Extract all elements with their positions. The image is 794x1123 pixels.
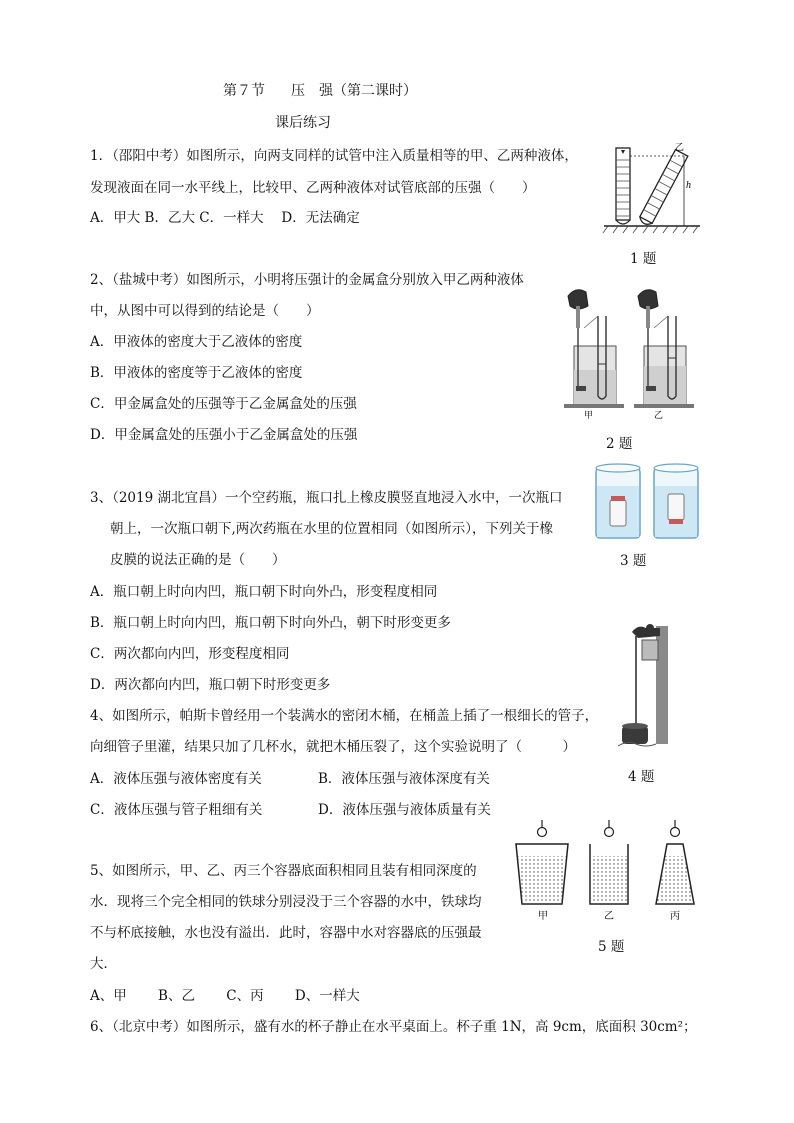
q5-stem-line1: 5、如图所示，甲、乙、丙三个容器底面积相同且装有相同深度的 [90,863,477,879]
q2-fig-yi-label: 乙 [654,410,664,420]
q2-stem-line1: 2、（盐城中考）如图所示，小明将压强计的金属盒分别放入甲乙两种液体 [90,272,524,288]
q5-options: A、甲 B、乙 C、丙 D、一样大 [90,988,360,1004]
q2-figure [562,286,702,426]
q4-stem-line1: 4、如图所示，帕斯卡曾经用一个装满水的密闭木桶，在桶盖上插了一根细长的管子， [90,708,599,724]
q3-option-b: B．瓶口朝上时向内凹，瓶口朝下时向外凸，朝下时形变更多 [90,615,451,631]
q3-stem-line3: 皮膜的说法正确的是（ ） [110,552,286,568]
q6-stem-line1: 6、（北京中考）如图所示，盛有水的杯子静止在水平桌面上。杯子重 1N，高 9cm，底面积 30cm²； [90,1019,697,1035]
q2-fig-caption: 2 题 [606,436,633,452]
q1-fig-h-label: h [686,180,691,191]
q1-stem-line1: 1．（邵阳中考）如图所示，向两支同样的试管中注入质量相等的甲、乙两种液体， [90,148,578,164]
q2-fig-jia-label: 甲 [584,410,594,420]
section-topic: 压 强（第二课时） [291,83,417,99]
q1-stem-line2: 发现液面在同一水平线上，比较甲、乙两种液体对试管底部的压强（ ） [90,180,536,196]
q2-option-b: B．甲液体的密度等于乙液体的密度 [90,365,303,381]
q4-option-c: C．液体压强与管子粗细有关 [90,802,263,818]
q5-stem-line3: 不与杯底接触，水也没有溢出．此时，容器中水对容器底的压强最 [90,925,482,941]
q3-option-c: C．两次都向内凹，形变程度相同 [90,646,290,662]
q5-fig-label-yi: 乙 [604,911,614,922]
q3-stem-line1: 3、（2019 湖北宜昌）一个空药瓶，瓶口扎上橡皮膜竖直地浸入水中，一次瓶口 [90,490,563,506]
q1-figure [602,140,702,240]
q3-option-a: A．瓶口朝上时向内凹，瓶口朝下时向外凸，形变程度相同 [90,584,438,600]
q5-fig-label-jia: 甲 [538,911,548,922]
q2-option-d: D．甲金属盒处的压强小于乙金属盒处的压强 [90,427,358,443]
q4-option-d: D．液体压强与液体质量有关 [318,802,491,818]
page-title [223,83,443,99]
q3-figure [592,462,704,544]
q4-option-b: B．液体压强与液体深度有关 [318,771,490,787]
q1-fig-caption: 1 题 [630,251,657,267]
q3-option-d: D．两次都向内凹，瓶口朝下时形变更多 [90,677,331,693]
q2-option-c: C．甲金属盒处的压强等于乙金属盒处的压强 [90,396,357,412]
q5-stem-line4: 大． [90,956,117,972]
q5-stem-line2: 水．现将三个完全相同的铁球分别浸没于三个容器的水中，铁球均 [90,894,482,910]
q5-fig-label-bing: 丙 [670,911,680,922]
q4-figure [612,622,674,750]
q1-fig-yi-label: 乙 [675,142,685,152]
q5-fig-caption: 5 题 [598,939,625,955]
section-number: 第７节 [223,83,265,99]
q3-stem-line2: 朝上，一次瓶口朝下,两次药瓶在水里的位置相同（如图所示），下列关于橡 [110,521,554,537]
q5-figure [512,818,702,923]
q2-option-a: A．甲液体的密度大于乙液体的密度 [90,334,303,350]
q3-fig-caption: 3 题 [620,553,647,569]
q4-stem-line2: 向细管子里灌，结果只加了几杯水，就把木桶压裂了，这个实验说明了（ ） [90,739,576,755]
q4-fig-caption: 4 题 [628,769,655,785]
q4-option-a: A．液体压强与液体密度有关 [90,771,262,787]
q1-options: A．甲大 B．乙大 C．一样大 D．无法确定 [90,210,360,226]
page-subtitle: 课后练习 [275,115,331,131]
q2-stem-line2: 中，从图中可以得到的结论是（ ） [90,303,320,319]
